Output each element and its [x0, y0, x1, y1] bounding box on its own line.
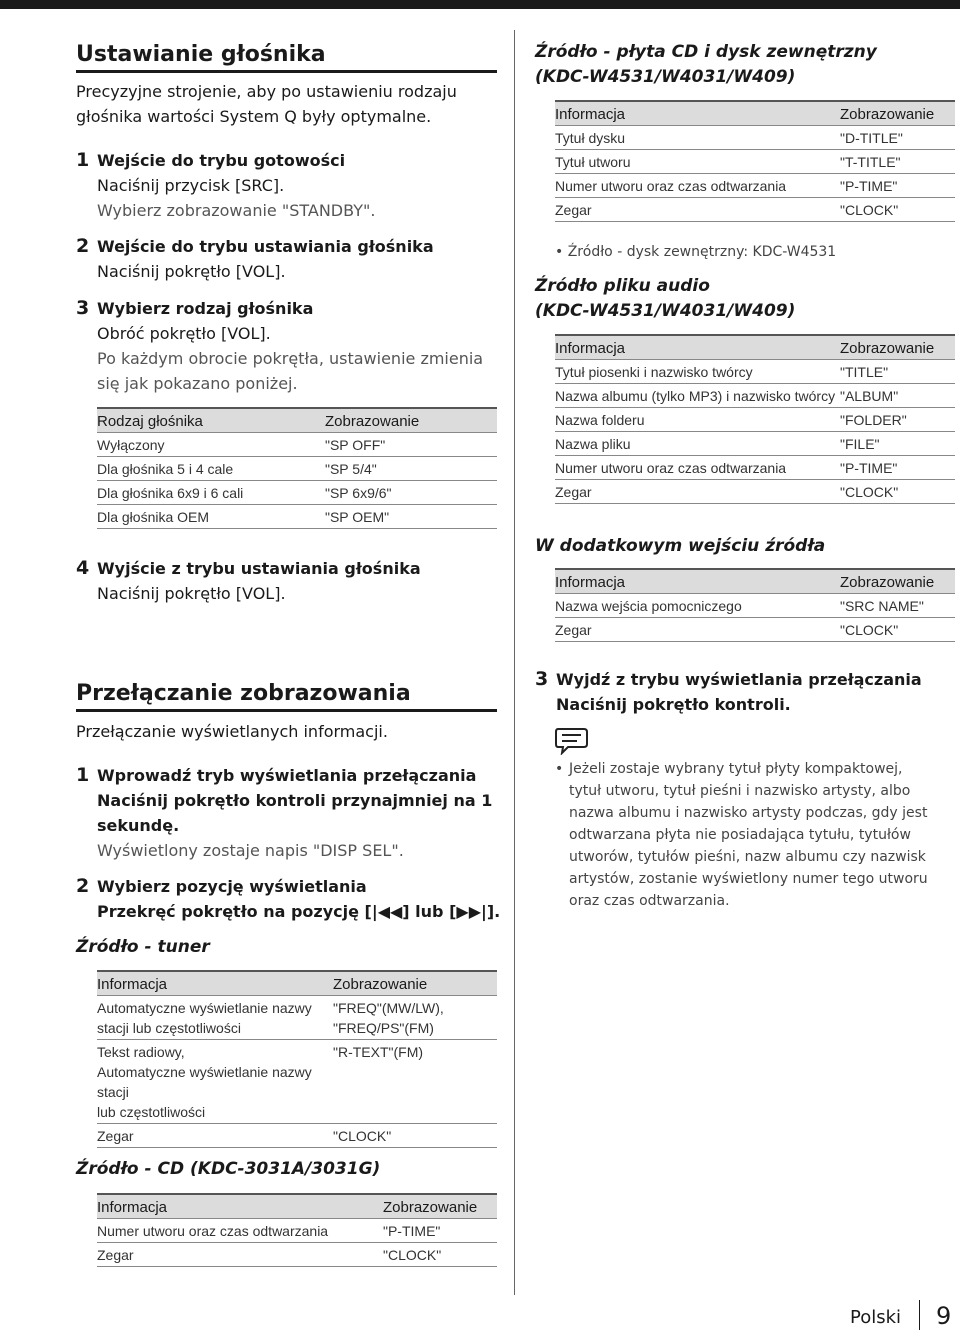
speaker-step-2: 2 Wejście do trybu ustawiania głośnika Naciśnij pokrętło [VOL]. — [76, 235, 434, 281]
table-header-row: Informacja Zobrazowanie — [555, 335, 955, 360]
table-row: Tytuł dysku "D-TITLE" — [555, 126, 955, 150]
table-header-row: Rodzaj głośnika Zobrazowanie — [97, 408, 497, 433]
table-row: Zegar "CLOCK" — [97, 1124, 497, 1148]
table-header-row: Informacja Zobrazowanie — [97, 971, 497, 996]
table-row: Zegar "CLOCK" — [97, 1243, 497, 1267]
table-row: Numer utworu oraz czas odtwarzania "P-TIME" — [97, 1219, 497, 1243]
footer-language: Polski — [850, 1307, 902, 1328]
table-row: Nazwa wejścia pomocniczego "SRC NAME" — [555, 594, 955, 618]
table-row: Nazwa albumu (tylko MP3) i nazwisko twórcy "ALBUM" — [555, 384, 955, 408]
section-title-speaker: Ustawianie głośnika — [76, 41, 497, 73]
cdext-note: • Źródło - dysk zewnętrzny: KDC-W4531 — [555, 244, 837, 260]
cdext-title: Źródło - płyta CD i dysk zewnętrzny (KDC-W4531/W4031/W409) — [535, 42, 877, 87]
table-row: Tekst radiowy, Automatyczne wyświetlanie nazwy stacji lub częstotliwości "R-TEXT"(FM) — [97, 1040, 497, 1124]
audio-title: Źródło pliku audio (KDC-W4531/W4031/W409) — [535, 276, 796, 321]
table-row: Numer utworu oraz czas odtwarzania "P-TIME" — [555, 174, 955, 198]
table-header-row: Informacja Zobrazowanie — [97, 1194, 497, 1219]
aux-table — [555, 568, 955, 642]
table-row: Dla głośnika 6x9 i 6 cali "SP 6x9/6" — [97, 481, 497, 505]
display-step-3: 3 Wyjdź z trybu wyświetlania przełączania Naciśnij pokrętło kontroli. — [535, 668, 922, 714]
table-row: Automatyczne wyświetlanie nazwy stacji lub częstotliwości "FREQ"(MW/LW), "FREQ/PS"(FM) — [97, 996, 497, 1040]
table-row: Zegar "CLOCK" — [555, 618, 955, 642]
cd-table — [97, 1193, 497, 1267]
table-row: Dla głośnika OEM "SP OEM" — [97, 505, 497, 529]
table-row: Nazwa folderu "FOLDER" — [555, 408, 955, 432]
speaker-step-4: 4 Wyjście z trybu ustawiania głośnika Naciśnij pokrętło [VOL]. — [76, 557, 421, 603]
aux-title: W dodatkowym wejściu źródła — [535, 536, 826, 556]
table-row: Wyłączony "SP OFF" — [97, 433, 497, 457]
table-row: Zegar "CLOCK" — [555, 198, 955, 222]
table-row: Numer utworu oraz czas odtwarzania "P-TIME" — [555, 456, 955, 480]
display-intro: Przełączanie wyświetlanych informacji. — [76, 722, 388, 741]
column-divider — [514, 30, 515, 1295]
speaker-step-3: 3 Wybierz rodzaj głośnika Obróć pokrętło [VOL]. Po każdym obrocie pokrętła, ustawienie zmienia się jak pokazano poniżej. — [76, 297, 484, 393]
cdext-table — [555, 100, 955, 222]
footer-divider — [919, 1300, 920, 1330]
table-header-row: Informacja Zobrazowanie — [555, 101, 955, 126]
tuner-table — [97, 970, 497, 1148]
table-row: Dla głośnika 5 i 4 cale "SP 5/4" — [97, 457, 497, 481]
exit-note: • Jeżeli zostaje wybrany tytuł płyty kompaktowej, tytuł utworu, tytuł pieśni i nazwisko artysty, albo nazwa albumu i nazwisko artysty podczas, gdy jest odtwarzana płyta nie posiadająca tytułu, tytułów utworów, tytułów pieśni, nazw albumu czy nazwisk artystów, zostanie wyświetlony numer tego utworu oraz czas odtwarzania. — [555, 761, 928, 909]
note-icon — [554, 725, 590, 755]
page-number: 9 — [936, 1302, 952, 1330]
table-row: Nazwa pliku "FILE" — [555, 432, 955, 456]
table-header-row: Informacja Zobrazowanie — [555, 569, 955, 594]
section-title-display: Przełączanie zobrazowania — [76, 680, 497, 712]
cd-title: Źródło - CD (KDC-3031A/3031G) — [76, 1159, 381, 1179]
speaker-step-1: 1 Wejście do trybu gotowości Naciśnij przycisk [SRC]. Wybierz zobrazowanie "STANDBY". — [76, 149, 376, 220]
top-bar — [0, 0, 960, 9]
audio-table — [555, 334, 955, 504]
tuner-title: Źródło - tuner — [76, 937, 210, 957]
table-row: Tytuł utworu "T-TITLE" — [555, 150, 955, 174]
display-step-1: 1 Wprowadź tryb wyświetlania przełączania Naciśnij pokrętło kontroli przynajmniej na 1 sekundę. Wyświetlony zostaje napis "DISP SEL". — [76, 764, 493, 860]
table-row: Zegar "CLOCK" — [555, 480, 955, 504]
table-row: Tytuł piosenki i nazwisko twórcy "TITLE" — [555, 360, 955, 384]
speaker-intro: Precyzyjne strojenie, aby po ustawieniu rodzaju głośnika wartości System Q były optymalne. — [76, 82, 457, 126]
speaker-type-table — [97, 407, 497, 529]
display-step-2: 2 Wybierz pozycję wyświetlania Przekręć pokrętło na pozycję [|◀◀] lub [▶▶|]. — [76, 875, 501, 921]
